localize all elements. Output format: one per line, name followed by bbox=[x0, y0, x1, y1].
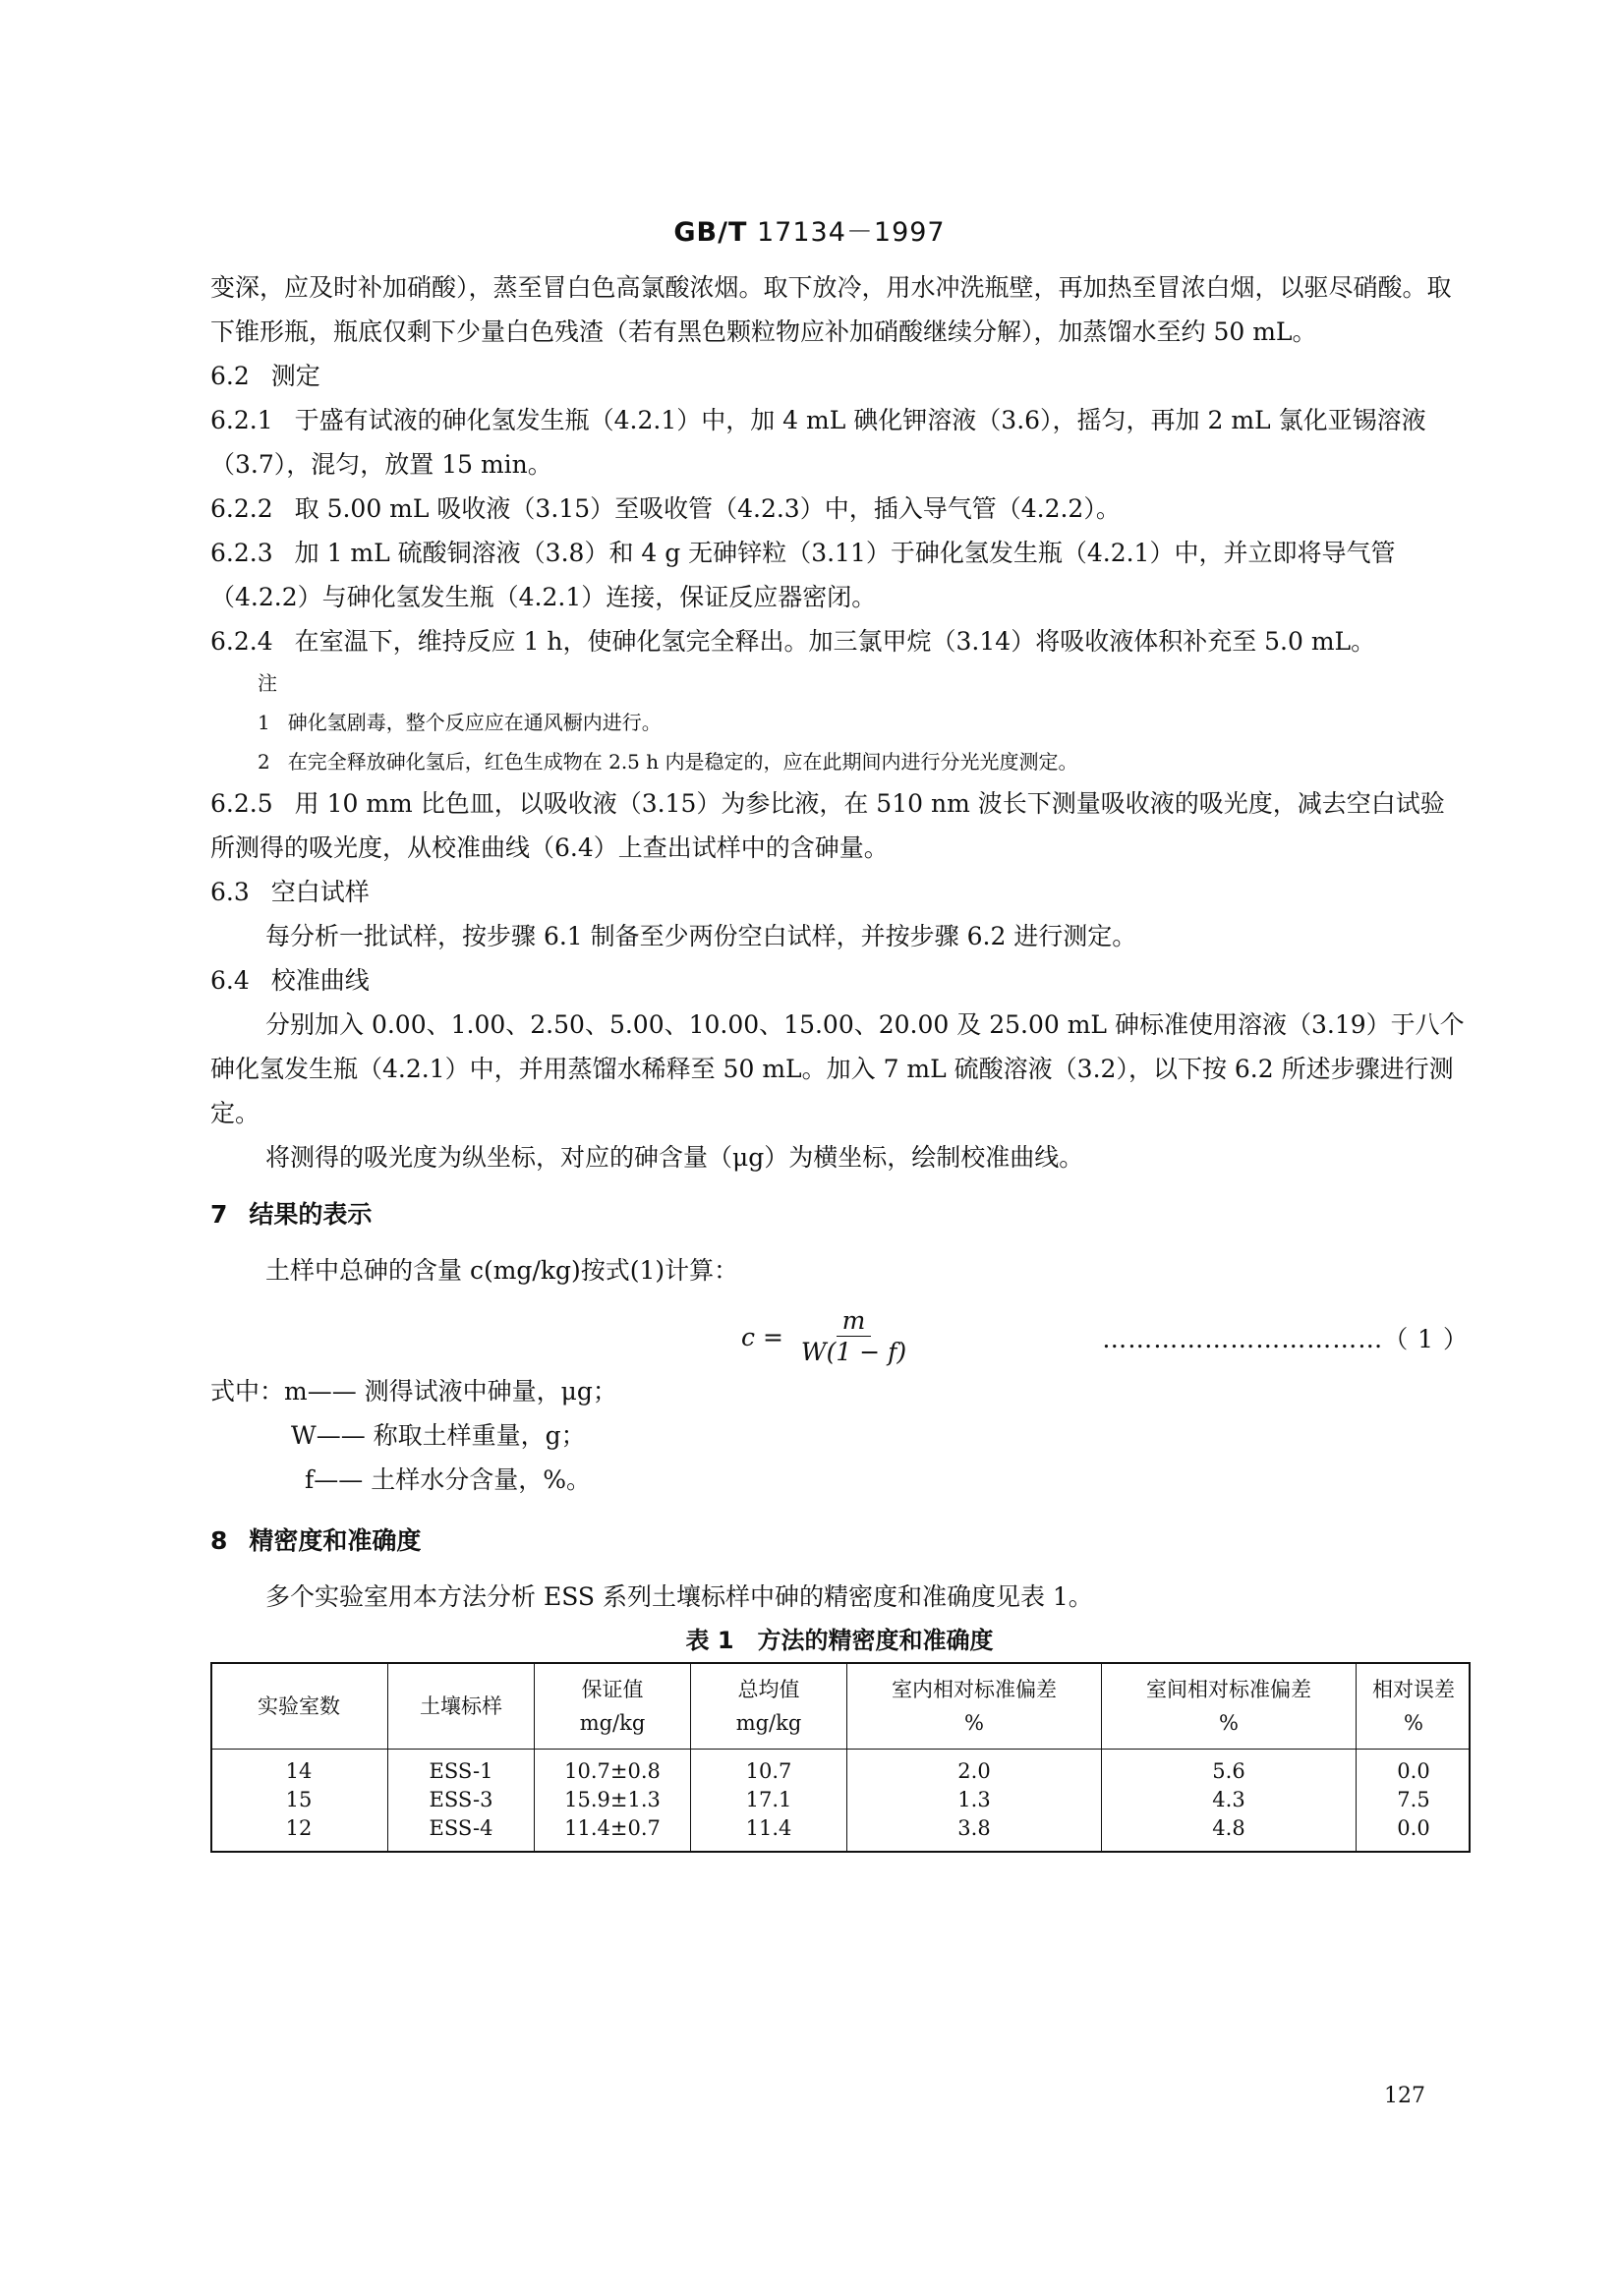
paragraph-continuation: 变深，应及时补加硝酸），蒸至冒白色高氯酸浓烟。取下放冷，用水冲洗瓶壁，再加热至冒浓白烟，以驱尽硝酸。取下锥形瓶，瓶底仅剩下少量白色残渣（若有黑色颗粒物应补加硝酸继续分解），加蒸馏水至约 50 mL。 bbox=[210, 273, 1452, 346]
formula-numerator: m bbox=[837, 1306, 872, 1337]
header-lab-count: 实验室数 bbox=[210, 1664, 388, 1750]
section-title: 精密度和准确度 bbox=[249, 1526, 422, 1555]
header-soil-standard: 土壤标样 bbox=[388, 1664, 535, 1750]
clause-6-2-3 bbox=[210, 531, 1469, 619]
table-cell: 2.0 bbox=[847, 1750, 1102, 1787]
clause-6-2-1 bbox=[210, 398, 1469, 487]
section-6-4-body-1: 分别加入 0.00、1.00、2.50、5.00、10.00、15.00、20.00 及 25.00 mL 砷标准使用溶液（3.19）于八个砷化氢发生瓶（4.2.1）中，并用蒸馏水稀释至 50 mL。加入 7 mL 硫酸溶液（3.2），以下按 6.2 所述步骤进行测定。 bbox=[210, 1010, 1465, 1127]
table-cell: ESS-1 bbox=[388, 1750, 535, 1787]
table-cell: 4.3 bbox=[1102, 1786, 1357, 1814]
note-text: 在完全释放砷化氢后，红色生成物在 2.5 h 内是稳定的，应在此期间内进行分光光度测定。 bbox=[287, 750, 1078, 774]
section-8-body: 多个实验室用本方法分析 ESS 系列土壤标样中砷的精密度和准确度见表 1。 bbox=[265, 1582, 1093, 1611]
table-row bbox=[210, 1814, 1471, 1851]
table-cell: 10.7±0.8 bbox=[535, 1750, 691, 1787]
table-header-row bbox=[210, 1664, 1471, 1750]
section-title: 校准曲线 bbox=[270, 966, 370, 995]
header-within-lab-rsd: 室内相对标准偏差 % bbox=[847, 1664, 1102, 1750]
section-6-4 bbox=[210, 958, 1469, 1003]
clause-text: 加 1 mL 硫酸铜溶液（3.8）和 4 g 无砷锌粒（3.11）于砷化氢发生瓶（4.2.1）中，并立即将导气管（4.2.2）与砷化氢发生瓶（4.2.1）连接，保证反应器密闭。 bbox=[210, 539, 1396, 611]
clause-number: 6.2.4 bbox=[210, 627, 273, 656]
precision-table-frame bbox=[210, 1662, 1471, 1853]
section-title: 空白试样 bbox=[270, 878, 370, 906]
table-cell: 5.6 bbox=[1102, 1750, 1357, 1787]
where-m bbox=[210, 1369, 1469, 1413]
note-heading: 注 bbox=[258, 671, 277, 695]
section-7-body: 土样中总砷的含量 c(mg/kg)按式(1)计算： bbox=[265, 1256, 739, 1285]
where-m-text: m—— 测得试液中砷量，μg； bbox=[284, 1377, 617, 1406]
section-6-2 bbox=[210, 354, 1469, 398]
table-cell: 11.4±0.7 bbox=[535, 1814, 691, 1851]
document-body bbox=[210, 265, 1469, 1853]
where-lead: 式中： bbox=[210, 1377, 285, 1406]
section-6-4-body-2: 将测得的吸光度为纵坐标，对应的砷含量（μg）为横坐标，绘制校准曲线。 bbox=[265, 1143, 1084, 1172]
page-number: 127 bbox=[1384, 2084, 1425, 2108]
table-caption: 表 1 方法的精密度和准确度 bbox=[685, 1627, 994, 1654]
header-certified-value: 保证值 mg/kg bbox=[535, 1664, 691, 1750]
note-text: 砷化氢剧毒，整个反应应在通风橱内进行。 bbox=[287, 711, 662, 734]
formula-denominator: W(1 − f) bbox=[800, 1338, 907, 1366]
note-1 bbox=[210, 703, 1469, 742]
section-number: 8 bbox=[210, 1526, 228, 1555]
section-number: 6.4 bbox=[210, 966, 250, 995]
precision-table bbox=[210, 1664, 1471, 1851]
table-cell: 0.0 bbox=[1397, 1816, 1430, 1840]
clause-number: 6.2.1 bbox=[210, 406, 273, 434]
table-cell: 3.8 bbox=[847, 1814, 1102, 1851]
table-cell: ESS-3 bbox=[388, 1786, 535, 1814]
table-cell: 14 bbox=[210, 1750, 388, 1787]
clause-6-2-4 bbox=[210, 619, 1469, 663]
table-cell: 15.9±1.3 bbox=[535, 1786, 691, 1814]
section-title: 结果的表示 bbox=[249, 1200, 373, 1229]
table-cell: 7.5 bbox=[1397, 1788, 1430, 1811]
table-row bbox=[210, 1750, 1471, 1787]
section-6-3 bbox=[210, 870, 1469, 914]
section-7-heading bbox=[210, 1189, 1469, 1240]
formula-lhs: c = bbox=[741, 1323, 783, 1351]
note-number: 2 bbox=[258, 750, 270, 774]
table-cell: 4.8 bbox=[1102, 1814, 1357, 1851]
table-cell: 0.0 bbox=[1397, 1759, 1430, 1783]
section-6-3-body: 每分析一批试样，按步骤 6.1 制备至少两份空白试样，并按步骤 6.2 进行测定。 bbox=[265, 922, 1137, 950]
clause-text: 在室温下，维持反应 1 h，使砷化氢完全释出。加三氯甲烷（3.14）将吸收液体积补充至 5.0 mL。 bbox=[294, 627, 1376, 656]
clause-text: 取 5.00 mL 吸收液（3.15）至吸收管（4.2.3）中，插入导气管（4.2.2）。 bbox=[294, 494, 1121, 523]
section-8-heading bbox=[210, 1516, 1469, 1567]
clause-number: 6.2.5 bbox=[210, 789, 273, 818]
header-between-lab-rsd: 室间相对标准偏差 % bbox=[1102, 1664, 1357, 1750]
section-number: 7 bbox=[210, 1200, 228, 1229]
clause-text: 用 10 mm 比色皿，以吸收液（3.15）为参比液，在 510 nm 波长下测量吸收液的吸光度，减去空白试验所测得的吸光度，从校准曲线（6.4）上查出试样中的含砷量。 bbox=[210, 789, 1445, 862]
equation-number: ……………………………（ 1 ） bbox=[1102, 1325, 1469, 1353]
note-2 bbox=[210, 742, 1469, 781]
table-cell: 10.7 bbox=[691, 1750, 847, 1787]
standard-number: 17134－1997 bbox=[757, 217, 946, 248]
table-cell: ESS-4 bbox=[388, 1814, 535, 1851]
where-W: W—— 称取土样重量，g； bbox=[291, 1421, 586, 1450]
table-cell: 17.1 bbox=[691, 1786, 847, 1814]
clause-number: 6.2.3 bbox=[210, 539, 273, 567]
clause-6-2-5 bbox=[210, 781, 1469, 870]
formula-fraction bbox=[795, 1306, 912, 1368]
table-cell: 12 bbox=[210, 1814, 388, 1851]
clause-number: 6.2.2 bbox=[210, 494, 273, 523]
where-f: f—— 土样水分含量，%。 bbox=[305, 1465, 591, 1494]
formula-expression bbox=[741, 1306, 912, 1368]
page-header bbox=[0, 210, 1619, 249]
header-grand-mean: 总均值 mg/kg bbox=[691, 1664, 847, 1750]
table-cell: 11.4 bbox=[691, 1814, 847, 1851]
section-number: 6.2 bbox=[210, 362, 250, 390]
table-cell: 1.3 bbox=[847, 1786, 1102, 1814]
table-cell: 15 bbox=[210, 1786, 388, 1814]
clause-6-2-2 bbox=[210, 487, 1469, 531]
note-number: 1 bbox=[258, 711, 270, 734]
table-row bbox=[210, 1786, 1471, 1814]
formula-1 bbox=[210, 1300, 1469, 1369]
standard-code: GB/T bbox=[673, 217, 748, 248]
header-relative-error: 相对误差 % bbox=[1357, 1664, 1472, 1750]
section-number: 6.3 bbox=[210, 878, 250, 906]
clause-text: 于盛有试液的砷化氢发生瓶（4.2.1）中，加 4 mL 碘化钾溶液（3.6），摇匀，再加 2 mL 氯化亚锡溶液（3.7），混匀，放置 15 min。 bbox=[210, 406, 1426, 479]
section-title: 测定 bbox=[270, 362, 320, 390]
